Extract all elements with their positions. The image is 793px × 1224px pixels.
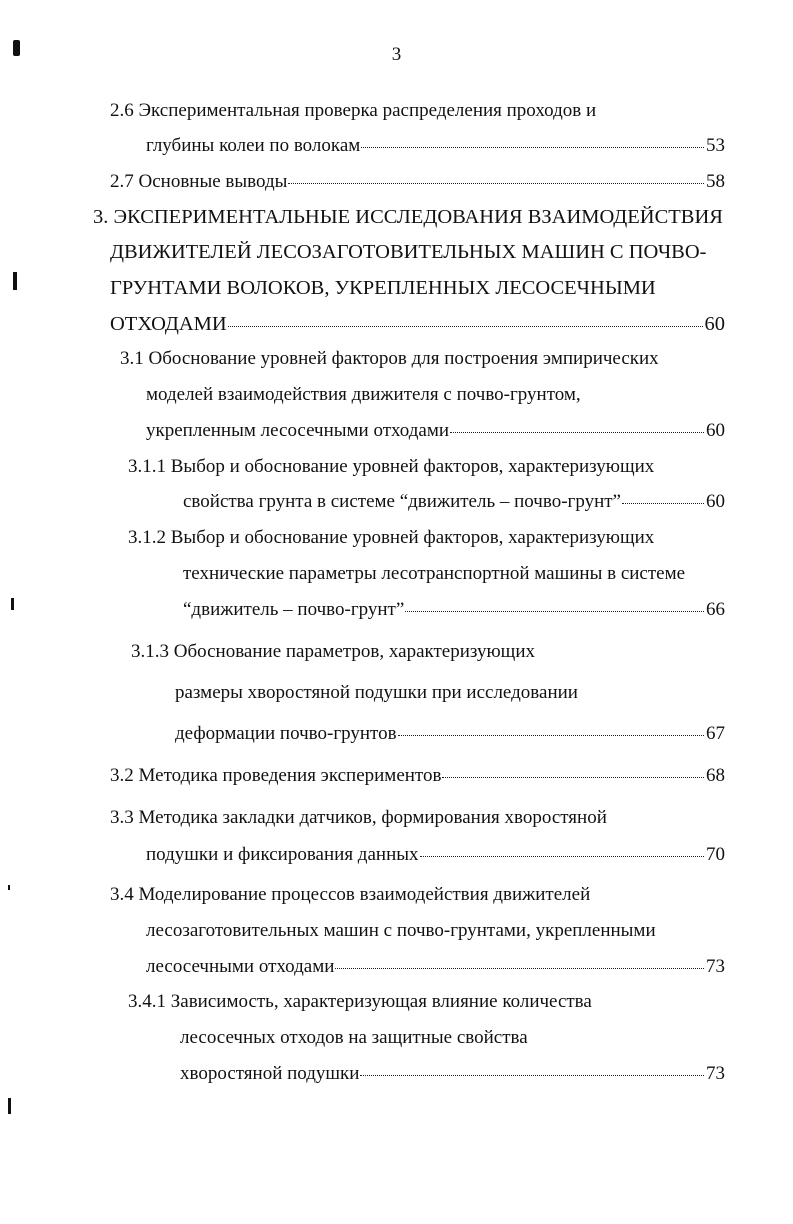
scan-mark — [8, 885, 10, 890]
toc-3-1-1-line2[interactable]: свойства грунта в системе “движитель – почво-грунт” 60 — [183, 491, 725, 512]
leader-dots — [420, 856, 704, 857]
toc-3-1-2-line3[interactable]: “движитель – почво-грунт” 66 — [183, 599, 725, 620]
scan-mark — [13, 272, 17, 290]
toc-3-1-1-line1[interactable]: 3.1.1 Выбор и обоснование уровней факторов, характеризующих — [128, 456, 655, 477]
toc-3-1-line3[interactable]: укрепленным лесосечными отходами 60 — [146, 420, 725, 441]
toc-3-3-line1[interactable]: 3.3 Методика закладки датчиков, формирования хворостяной — [110, 807, 607, 828]
leader-dots — [361, 147, 704, 148]
page-ref: 70 — [706, 844, 725, 865]
toc-3-1-3-line3[interactable]: деформации почво-грунтов 67 — [175, 723, 725, 744]
toc-3-2[interactable]: 3.2 Методика проведения экспериментов 68 — [110, 765, 725, 786]
toc-2-7[interactable]: 2.7 Основные выводы 58 — [110, 171, 725, 192]
toc-2-6-line2[interactable]: глубины колеи по волокам 53 — [146, 135, 725, 156]
toc-3-line1[interactable]: 3. ЭКСПЕРИМЕНТАЛЬНЫЕ ИССЛЕДОВАНИЯ ВЗАИМОДЕЙСТВИЯ — [93, 206, 723, 228]
toc-3-line4[interactable]: ОТХОДАМИ 60 — [110, 313, 725, 335]
page-ref: 73 — [706, 956, 725, 977]
toc-3-line2[interactable]: ДВИЖИТЕЛЕЙ ЛЕСОЗАГОТОВИТЕЛЬНЫХ МАШИН С ПОЧВО- — [110, 241, 707, 263]
page-ref: 60 — [706, 491, 725, 512]
leader-dots — [360, 1075, 704, 1076]
leader-dots — [405, 611, 704, 612]
toc-3-4-line3[interactable]: лесосечными отходами 73 — [146, 956, 725, 977]
toc-3-4-1-line2[interactable]: лесосечных отходов на защитные свойства — [180, 1027, 528, 1048]
toc-3-1-3-line1[interactable]: 3.1.3 Обоснование параметров, характеризующих — [131, 641, 535, 662]
leader-dots — [442, 777, 704, 778]
leader-dots — [622, 503, 704, 504]
toc-3-3-line2[interactable]: подушки и фиксирования данных 70 — [146, 844, 725, 865]
leader-dots — [450, 432, 704, 433]
toc-3-1-line1[interactable]: 3.1 Обоснование уровней факторов для построения эмпирических — [120, 348, 659, 369]
page-number: 3 — [391, 44, 402, 65]
page-ref: 60 — [704, 313, 725, 335]
toc-3-1-2-line1[interactable]: 3.1.2 Выбор и обоснование уровней факторов, характеризующих — [128, 527, 655, 548]
scan-mark — [11, 598, 14, 610]
page-ref: 53 — [706, 135, 725, 156]
toc-2-6-line1[interactable]: 2.6 Экспериментальная проверка распределения проходов и — [110, 100, 597, 121]
leader-dots — [398, 735, 704, 736]
page-ref: 66 — [706, 599, 725, 620]
toc-3-1-3-line2[interactable]: размеры хворостяной подушки при исследовании — [175, 682, 578, 703]
toc-3-1-line2[interactable]: моделей взаимодействия движителя с почво-грунтом, — [146, 384, 581, 405]
toc-3-4-line1[interactable]: 3.4 Моделирование процессов взаимодействия движителей — [110, 884, 591, 905]
toc-3-4-line2[interactable]: лесозаготовительных машин с почво-грунтами, укрепленными — [146, 920, 656, 941]
leader-dots — [228, 326, 703, 327]
page-ref: 67 — [706, 723, 725, 744]
page-ref: 73 — [706, 1063, 725, 1084]
page-ref: 60 — [706, 420, 725, 441]
toc-3-4-1-line3[interactable]: хворостяной подушки 73 — [180, 1063, 725, 1084]
page-ref: 58 — [706, 171, 725, 192]
toc-3-line3[interactable]: ГРУНТАМИ ВОЛОКОВ, УКРЕПЛЕННЫХ ЛЕСОСЕЧНЫМИ — [110, 277, 656, 299]
toc-3-1-2-line2[interactable]: технические параметры лесотранспортной машины в системе — [183, 563, 686, 584]
toc-3-4-1-line1[interactable]: 3.4.1 Зависимость, характеризующая влияние количества — [128, 991, 592, 1012]
leader-dots — [288, 183, 704, 184]
scan-mark — [8, 1098, 11, 1114]
page-ref: 68 — [706, 765, 725, 786]
leader-dots — [335, 968, 704, 969]
